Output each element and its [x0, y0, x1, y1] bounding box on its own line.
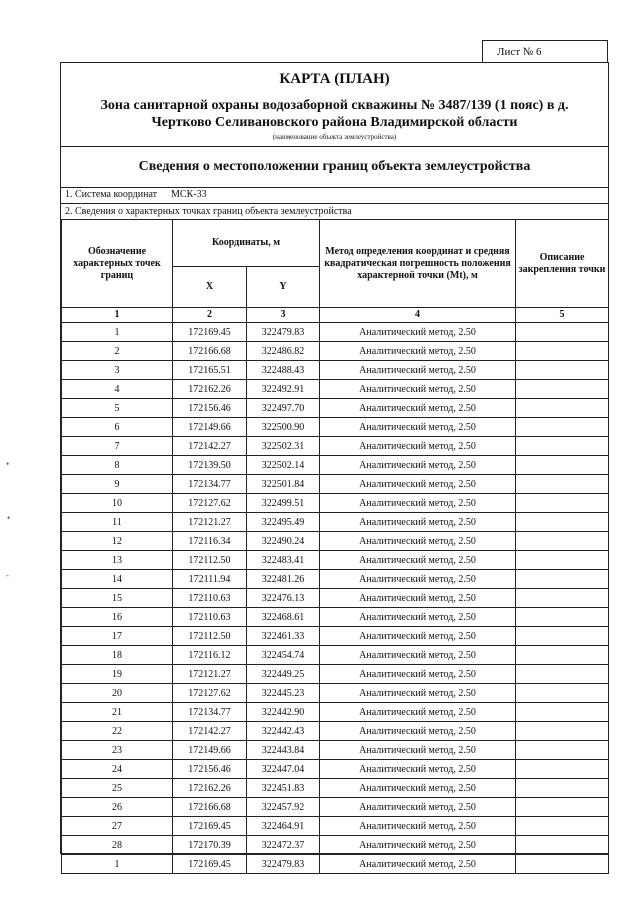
cell-method: Аналитический метод, 2.50 [320, 494, 516, 513]
cell-description [516, 532, 609, 551]
table-row [62, 494, 609, 513]
cell-y: 322451.83 [247, 779, 320, 798]
cell-description [516, 608, 609, 627]
table-row [62, 741, 609, 760]
cell-method: Аналитический метод, 2.50 [320, 722, 516, 741]
table-row [62, 570, 609, 589]
cell-point-number: 14 [62, 570, 173, 589]
cell-point-number: 8 [62, 456, 173, 475]
object-name [61, 97, 608, 131]
points-table-body [62, 323, 609, 874]
cell-method: Аналитический метод, 2.50 [320, 323, 516, 342]
col-number: 5 [516, 308, 609, 323]
cell-description [516, 817, 609, 836]
header-y: Y [247, 267, 320, 308]
cell-x: 172156.46 [173, 399, 247, 418]
cell-y: 322449.25 [247, 665, 320, 684]
cell-x: 172134.77 [173, 703, 247, 722]
cell-x: 172162.26 [173, 380, 247, 399]
cell-description [516, 494, 609, 513]
cell-method: Аналитический метод, 2.50 [320, 608, 516, 627]
cell-point-number: 25 [62, 779, 173, 798]
cell-x: 172112.50 [173, 627, 247, 646]
cell-point-number: 1 [62, 855, 173, 874]
cell-x: 172169.45 [173, 855, 247, 874]
table-row [62, 323, 609, 342]
cell-method: Аналитический метод, 2.50 [320, 437, 516, 456]
cell-description [516, 437, 609, 456]
table-row [62, 627, 609, 646]
cell-method: Аналитический метод, 2.50 [320, 703, 516, 722]
cell-y: 322502.14 [247, 456, 320, 475]
cell-point-number: 6 [62, 418, 173, 437]
col-number: 1 [62, 308, 173, 323]
cell-description [516, 798, 609, 817]
table-row [62, 608, 609, 627]
cell-y: 322483.41 [247, 551, 320, 570]
cell-point-number: 13 [62, 551, 173, 570]
cell-method: Аналитический метод, 2.50 [320, 836, 516, 855]
table-row [62, 722, 609, 741]
cell-description [516, 760, 609, 779]
cell-point-number: 1 [62, 323, 173, 342]
cell-y: 322492.91 [247, 380, 320, 399]
table-row [62, 646, 609, 665]
cell-x: 172112.50 [173, 551, 247, 570]
table-row [62, 703, 609, 722]
cell-point-number: 19 [62, 665, 173, 684]
table-row [62, 798, 609, 817]
table-row [62, 760, 609, 779]
cell-description [516, 779, 609, 798]
cell-method: Аналитический метод, 2.50 [320, 532, 516, 551]
cell-method: Аналитический метод, 2.50 [320, 646, 516, 665]
cell-x: 172166.68 [173, 798, 247, 817]
cell-y: 322479.83 [247, 855, 320, 874]
table-row [62, 380, 609, 399]
cell-method: Аналитический метод, 2.50 [320, 665, 516, 684]
cell-x: 172127.62 [173, 684, 247, 703]
cell-point-number: 5 [62, 399, 173, 418]
cell-y: 322500.90 [247, 418, 320, 437]
scan-mark: • [7, 513, 11, 523]
cell-y: 322464.91 [247, 817, 320, 836]
cell-method: Аналитический метод, 2.50 [320, 741, 516, 760]
cell-point-number: 17 [62, 627, 173, 646]
cell-description [516, 627, 609, 646]
cell-description [516, 456, 609, 475]
cell-point-number: 2 [62, 342, 173, 361]
col-number: 2 [173, 308, 247, 323]
cell-description [516, 399, 609, 418]
cell-y: 322472.37 [247, 836, 320, 855]
cell-description [516, 570, 609, 589]
cell-method: Аналитический метод, 2.50 [320, 456, 516, 475]
cell-point-number: 3 [62, 361, 173, 380]
header-method: Метод определения координат и средняя квадратическая погрешность положения характерной точки (Mt), м [320, 220, 516, 308]
document-frame [60, 62, 609, 870]
cell-y: 322445.23 [247, 684, 320, 703]
cell-point-number: 9 [62, 475, 173, 494]
table-row [62, 475, 609, 494]
header-x: X [173, 267, 247, 308]
cell-y: 322443.84 [247, 741, 320, 760]
cell-description [516, 380, 609, 399]
cell-description [516, 342, 609, 361]
cell-description [516, 684, 609, 703]
cell-method: Аналитический метод, 2.50 [320, 380, 516, 399]
cell-method: Аналитический метод, 2.50 [320, 570, 516, 589]
cell-x: 172116.34 [173, 532, 247, 551]
cell-method: Аналитический метод, 2.50 [320, 627, 516, 646]
cell-x: 172110.63 [173, 589, 247, 608]
coord-system-item [65, 189, 207, 200]
cell-x: 172111.94 [173, 570, 247, 589]
cell-y: 322461.33 [247, 627, 320, 646]
col-number: 4 [320, 308, 516, 323]
cell-y: 322486.82 [247, 342, 320, 361]
cell-method: Аналитический метод, 2.50 [320, 513, 516, 532]
cell-point-number: 27 [62, 817, 173, 836]
cell-x: 172169.45 [173, 817, 247, 836]
cell-y: 322499.51 [247, 494, 320, 513]
table-row [62, 684, 609, 703]
cell-x: 172121.27 [173, 513, 247, 532]
object-name-caption: (наименование объекта землеустройства) [272, 133, 397, 141]
table-row [62, 817, 609, 836]
cell-point-number: 12 [62, 532, 173, 551]
cell-description [516, 836, 609, 855]
cell-point-number: 22 [62, 722, 173, 741]
divider [61, 203, 608, 204]
object-name-line-2: Чертково Селивановского района Владимирской области [151, 115, 518, 130]
coord-system-label: 1. Система координат [65, 189, 158, 200]
cell-method: Аналитический метод, 2.50 [320, 418, 516, 437]
cell-y: 322479.83 [247, 323, 320, 342]
cell-description [516, 418, 609, 437]
sheet-number: Лист № 6 [482, 40, 608, 62]
cell-x: 172166.68 [173, 342, 247, 361]
cell-y: 322490.24 [247, 532, 320, 551]
cell-method: Аналитический метод, 2.50 [320, 551, 516, 570]
cell-x: 172165.51 [173, 361, 247, 380]
cell-y: 322454.74 [247, 646, 320, 665]
table-row [62, 342, 609, 361]
cell-method: Аналитический метод, 2.50 [320, 817, 516, 836]
table-row [62, 589, 609, 608]
cell-point-number: 20 [62, 684, 173, 703]
cell-point-number: 23 [62, 741, 173, 760]
table-row [62, 779, 609, 798]
table-row [62, 836, 609, 855]
cell-y: 322501.84 [247, 475, 320, 494]
cell-y: 322497.70 [247, 399, 320, 418]
cell-x: 172162.26 [173, 779, 247, 798]
table-row [62, 437, 609, 456]
cell-x: 172134.77 [173, 475, 247, 494]
cell-point-number: 7 [62, 437, 173, 456]
cell-point-number: 16 [62, 608, 173, 627]
table-row [62, 532, 609, 551]
cell-description [516, 703, 609, 722]
cell-x: 172142.27 [173, 722, 247, 741]
cell-point-number: 28 [62, 836, 173, 855]
header-designation: Обозначение характерных точек границ [62, 220, 173, 308]
cell-x: 172149.66 [173, 741, 247, 760]
cell-x: 172127.62 [173, 494, 247, 513]
header-description: Описание закрепления точки [516, 220, 609, 308]
table-row [62, 456, 609, 475]
document-header [61, 63, 608, 147]
cell-x: 172156.46 [173, 760, 247, 779]
cell-description [516, 855, 609, 874]
cell-x: 172169.45 [173, 323, 247, 342]
cell-point-number: 24 [62, 760, 173, 779]
cell-x: 172139.50 [173, 456, 247, 475]
cell-y: 322442.43 [247, 722, 320, 741]
cell-method: Аналитический метод, 2.50 [320, 855, 516, 874]
cell-x: 172142.27 [173, 437, 247, 456]
points-table [61, 219, 609, 874]
cell-y: 322495.49 [247, 513, 320, 532]
cell-point-number: 15 [62, 589, 173, 608]
scan-mark: - [6, 570, 9, 580]
cell-method: Аналитический метод, 2.50 [320, 342, 516, 361]
section-title: Сведения о местоположении границ объекта землеустройства [61, 147, 608, 188]
cell-point-number: 26 [62, 798, 173, 817]
table-row [62, 665, 609, 684]
table-row [62, 855, 609, 874]
cell-point-number: 10 [62, 494, 173, 513]
cell-point-number: 4 [62, 380, 173, 399]
cell-description [516, 551, 609, 570]
cell-method: Аналитический метод, 2.50 [320, 361, 516, 380]
cell-y: 322442.90 [247, 703, 320, 722]
cell-description [516, 361, 609, 380]
cell-y: 322476.13 [247, 589, 320, 608]
cell-x: 172116.12 [173, 646, 247, 665]
cell-description [516, 646, 609, 665]
cell-y: 322488.43 [247, 361, 320, 380]
cell-description [516, 741, 609, 760]
cell-x: 172149.66 [173, 418, 247, 437]
coord-system-value: МСК-33 [171, 189, 207, 200]
cell-description [516, 722, 609, 741]
points-item-label: 2. Сведения о характерных точках границ объекта землеустройства [65, 206, 352, 217]
cell-method: Аналитический метод, 2.50 [320, 760, 516, 779]
table-row [62, 361, 609, 380]
cell-method: Аналитический метод, 2.50 [320, 589, 516, 608]
cell-method: Аналитический метод, 2.50 [320, 399, 516, 418]
cell-y: 322481.26 [247, 570, 320, 589]
cell-description [516, 513, 609, 532]
table-row [62, 551, 609, 570]
cell-method: Аналитический метод, 2.50 [320, 779, 516, 798]
cell-y: 322502.31 [247, 437, 320, 456]
table-row [62, 399, 609, 418]
cell-x: 172121.27 [173, 665, 247, 684]
document-title: КАРТА (ПЛАН) [279, 71, 390, 87]
cell-point-number: 11 [62, 513, 173, 532]
cell-x: 172110.63 [173, 608, 247, 627]
cell-x: 172170.39 [173, 836, 247, 855]
col-number: 3 [247, 308, 320, 323]
table-row [62, 418, 609, 437]
cell-y: 322457.92 [247, 798, 320, 817]
cell-y: 322447.04 [247, 760, 320, 779]
cell-method: Аналитический метод, 2.50 [320, 798, 516, 817]
table-row [62, 513, 609, 532]
cell-description [516, 323, 609, 342]
cell-point-number: 21 [62, 703, 173, 722]
cell-description [516, 589, 609, 608]
header-coordinates: Координаты, м [173, 220, 320, 267]
object-name-line-1: Зона санитарной охраны водозаборной скважины № 3487/139 (1 пояс) в д. [100, 98, 569, 113]
scan-mark: • [6, 459, 10, 469]
cell-method: Аналитический метод, 2.50 [320, 684, 516, 703]
cell-description [516, 665, 609, 684]
cell-method: Аналитический метод, 2.50 [320, 475, 516, 494]
cell-description [516, 475, 609, 494]
cell-y: 322468.61 [247, 608, 320, 627]
cell-point-number: 18 [62, 646, 173, 665]
